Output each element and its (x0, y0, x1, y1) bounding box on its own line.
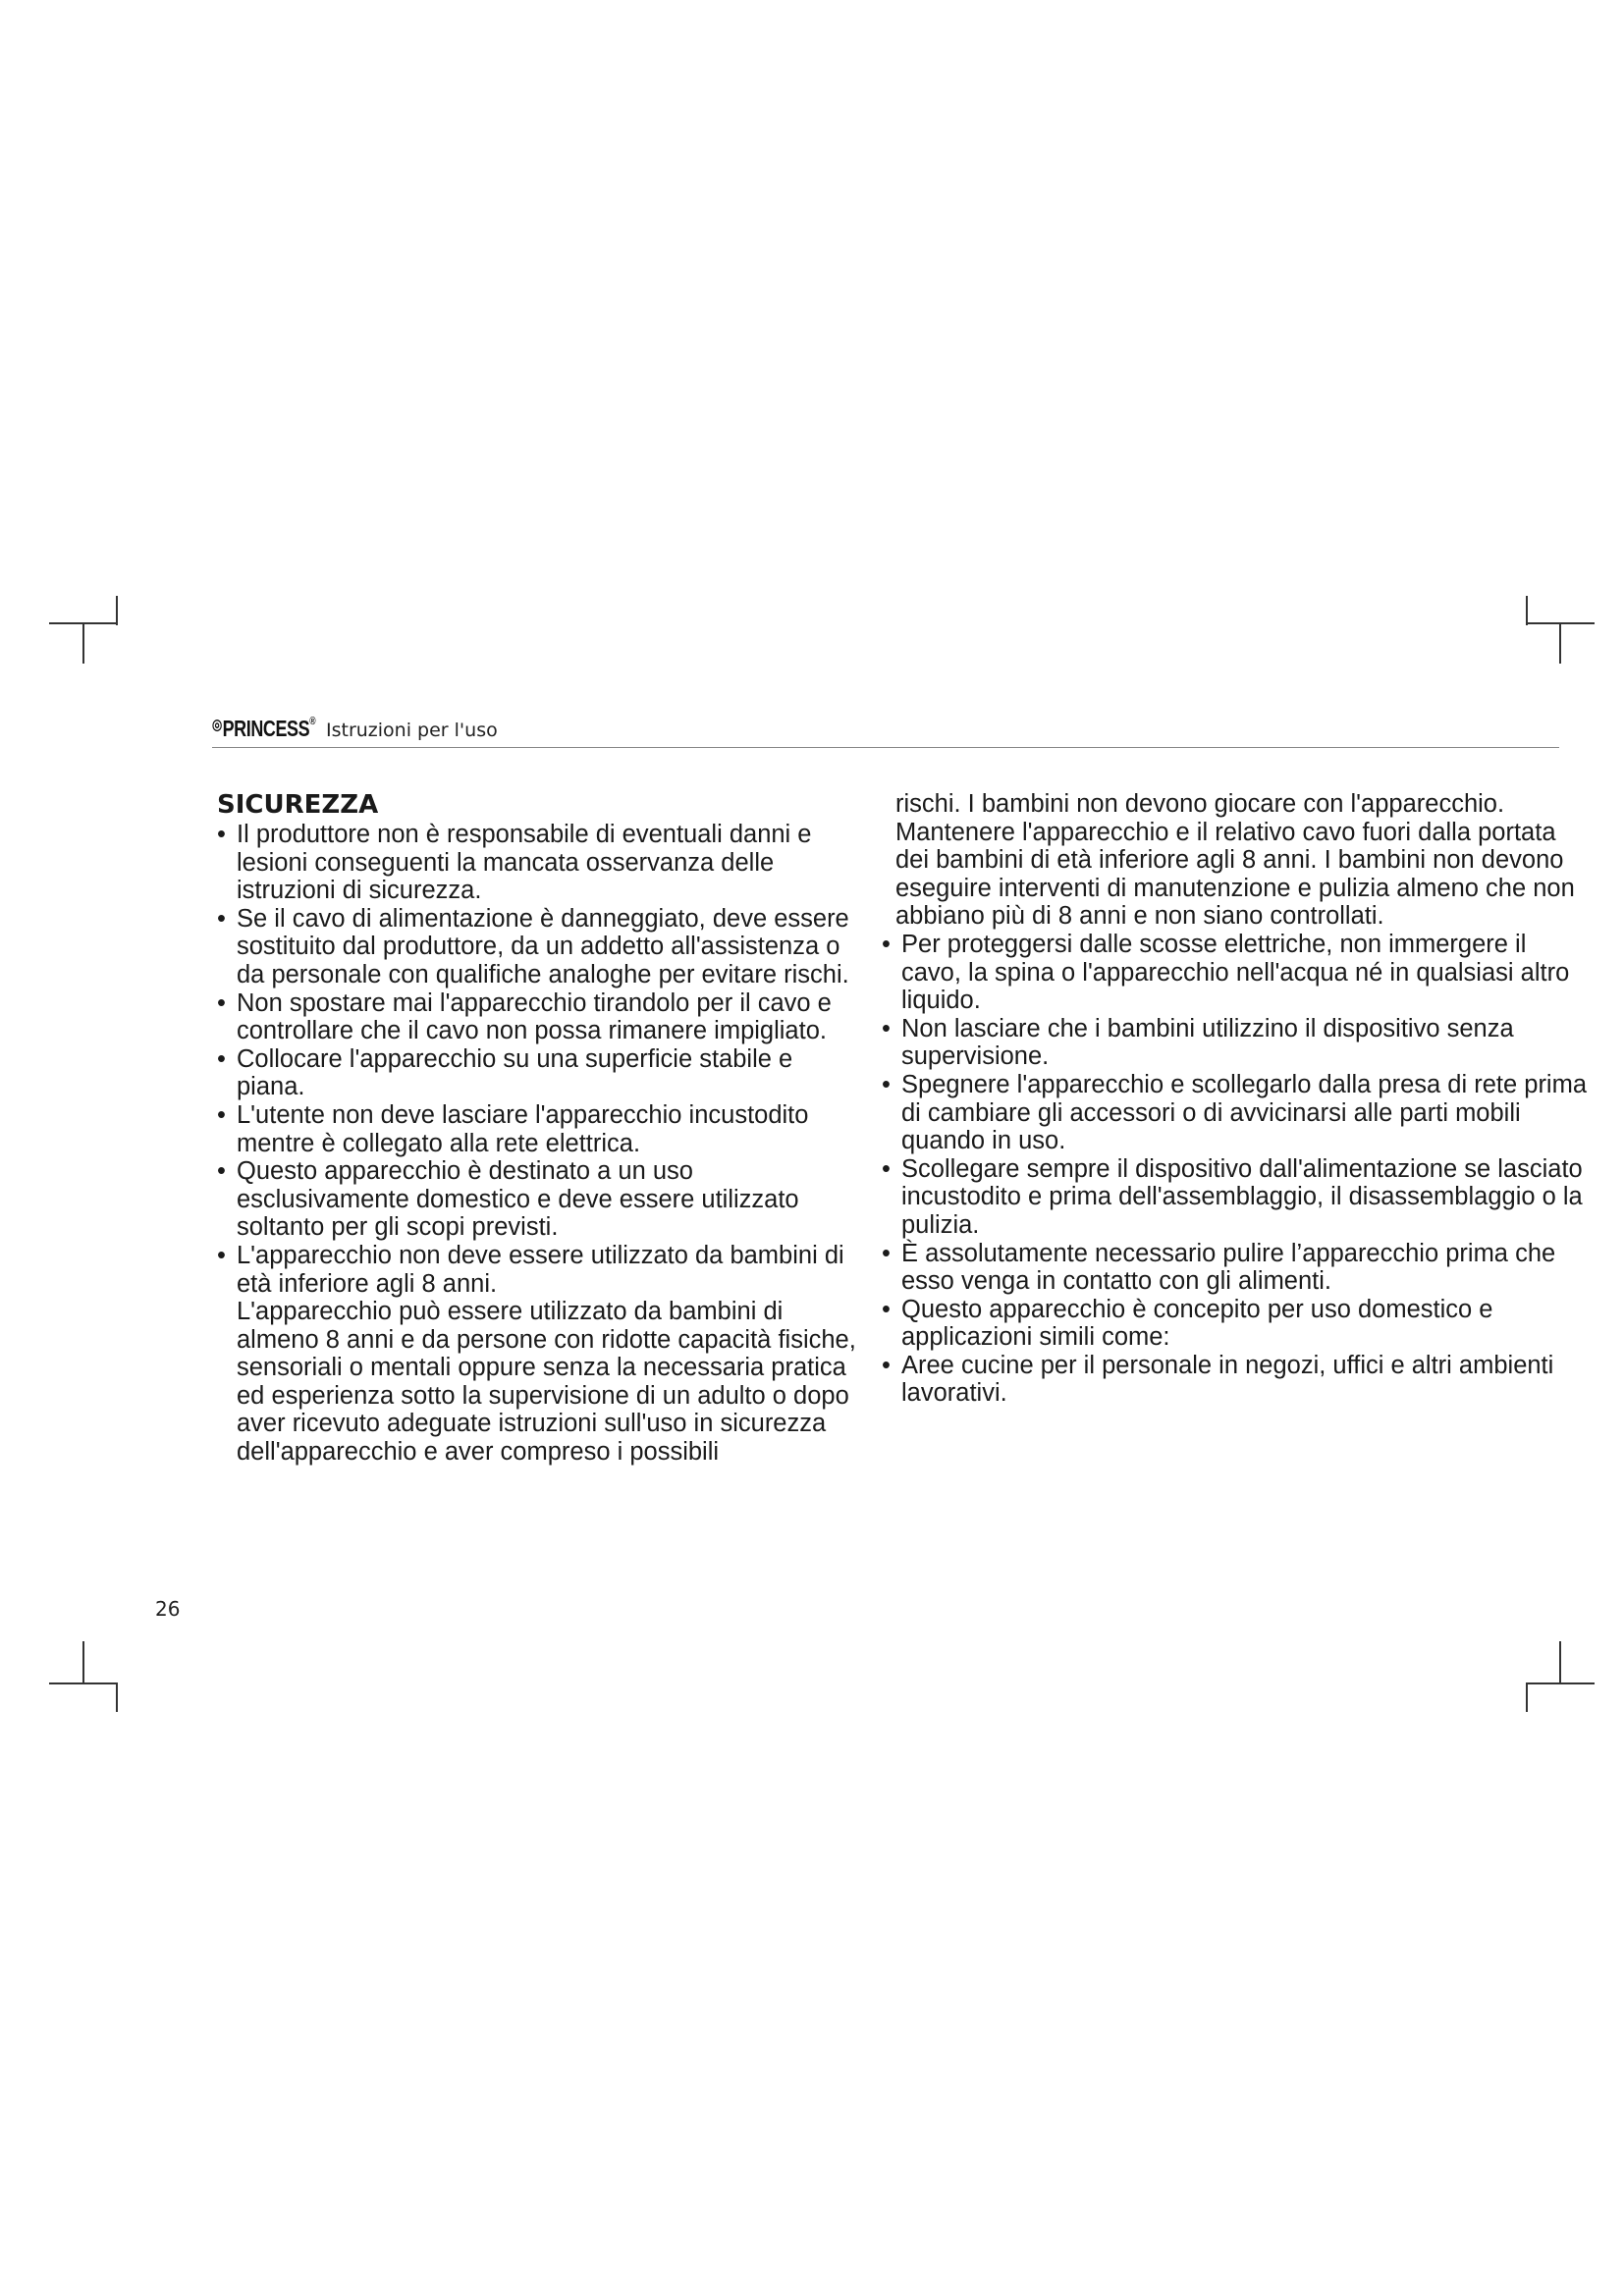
list-item (217, 989, 865, 1045)
list-item-text: Il produttore non è responsabile di eventuali danni e lesioni conseguenti la mancata osservanza delle istruzioni di sicurezza. (237, 821, 812, 905)
list-item-text: Questo apparecchio è destinato a un uso esclusivamente domestico e deve essere utilizzato soltanto per gli scopi previsti. (237, 1157, 799, 1242)
bullet-icon: • (882, 1070, 891, 1098)
left-column (217, 790, 865, 1467)
registered-mark: ® (309, 716, 316, 727)
right-column (882, 790, 1589, 1408)
bullet-icon: • (217, 1157, 226, 1186)
list-item-text: L'utente non deve lasciare l'apparecchio incustodito mentre è collegato alla rete elettrica. (237, 1100, 809, 1157)
list-item (882, 1352, 1589, 1408)
crop-mark-bottom-left-v2 (116, 1682, 118, 1712)
list-item-continuation: L'apparecchio può essere utilizzato da bambini di almeno 8 anni e da persone con ridotte capacità fisiche, sensoriali o mentali oppure senza la necessaria pratica ed esperienza sotto la supervisione di un adulto o dopo aver ricevuto adeguate istruzioni sull'uso in sicurezza dell'apparecchio e aver compreso i possibili (237, 1298, 856, 1467)
list-item (217, 1045, 865, 1101)
brand-logo (212, 716, 315, 742)
brand-name: PRINCESS (222, 716, 310, 741)
crop-mark-bottom-right-v2 (1526, 1682, 1528, 1712)
crop-mark-top-left-v2 (82, 622, 84, 664)
page-header (212, 714, 1559, 745)
list-item-text: È assolutamente necessario pulire l’apparecchio prima che esso venga in contatto con gli alimenti. (901, 1239, 1556, 1296)
list-item (217, 1101, 865, 1157)
list-item-text: Aree cucine per il personale in negozi, uffici e altri ambienti lavorativi. (901, 1351, 1554, 1408)
list-item (217, 1242, 865, 1298)
column-continuation-text: rischi. I bambini non devono giocare con l'apparecchio. Mantenere l'apparecchio e il relativo cavo fuori dalla portata dei bambini di età inferiore agli 8 anni. I bambini non devono eseguire interventi di manutenzione e pulizia almeno che non abbiano più di 8 anni e non siano controllati. (895, 790, 1575, 931)
list-item (882, 1296, 1589, 1352)
bullet-icon: • (217, 1044, 226, 1073)
bullet-icon: • (217, 904, 226, 933)
bullet-icon: • (882, 1239, 891, 1267)
list-item-text: Non lasciare che i bambini utilizzino il dispositivo senza supervisione. (901, 1014, 1514, 1071)
header-rule (212, 747, 1559, 748)
list-item (882, 1155, 1589, 1240)
page-number: 26 (155, 1597, 181, 1621)
bullet-icon: • (882, 930, 891, 958)
bullet-icon: • (882, 1014, 891, 1042)
list-item-text: Collocare l'apparecchio su una superficie stabile e piana. (237, 1044, 793, 1101)
bullet-icon: • (217, 1100, 226, 1129)
crop-mark-top-left-v (116, 596, 118, 625)
bullet-icon: • (217, 821, 226, 848)
list-item (882, 1071, 1589, 1155)
list-item-text: Questo apparecchio è concepito per uso domestico e applicazioni simili come: (901, 1295, 1493, 1352)
list-item (882, 931, 1589, 1015)
list-item-text: Spegnere l'apparecchio e scollegarlo dalla presa di rete prima di cambiare gli accessori o di avvicinarsi alle parti mobili quando in uso. (901, 1070, 1588, 1155)
brand-mark-icon: ◎ (212, 717, 222, 733)
bullet-icon: • (882, 1351, 891, 1379)
crop-mark-bottom-left-v (82, 1641, 84, 1684)
list-item-text: Per proteggersi dalle scosse elettriche, non immergere il cavo, la spina o l'apparecchio nell'acqua né in qualsiasi altro liquido. (901, 930, 1570, 1015)
list-item (882, 1240, 1589, 1296)
list-item-text: L'apparecchio non deve essere utilizzato da bambini di età inferiore agli 8 anni. (237, 1241, 844, 1298)
header-subtitle: Istruzioni per l'uso (326, 720, 498, 741)
bullet-icon: • (882, 1154, 891, 1183)
list-item-text: Non spostare mai l'apparecchio tirandolo per il cavo e controllare che il cavo non possa rimanere impigliato. (237, 988, 832, 1045)
crop-mark-top-right-v2 (1559, 622, 1561, 664)
crop-mark-bottom-right-v (1559, 1641, 1561, 1684)
bullet-icon: • (217, 1241, 226, 1269)
list-item (217, 1157, 865, 1242)
list-item (217, 905, 865, 989)
list-item (217, 821, 865, 905)
section-title: SICUREZZA (217, 790, 379, 820)
bullet-icon: • (217, 988, 226, 1017)
bullet-icon: • (882, 1295, 891, 1323)
list-item-text: Se il cavo di alimentazione è danneggiato, deve essere sostituito dal produttore, da un addetto all'assistenza o da personale con qualifiche analoghe per evitare rischi. (237, 904, 849, 988)
list-item (882, 1015, 1589, 1071)
crop-mark-top-right-v (1526, 596, 1528, 625)
list-item-text: Scollegare sempre il dispositivo dall'alimentazione se lasciato incustodito e prima dell'assemblaggio, il disassemblaggio o la pulizia. (901, 1154, 1583, 1239)
